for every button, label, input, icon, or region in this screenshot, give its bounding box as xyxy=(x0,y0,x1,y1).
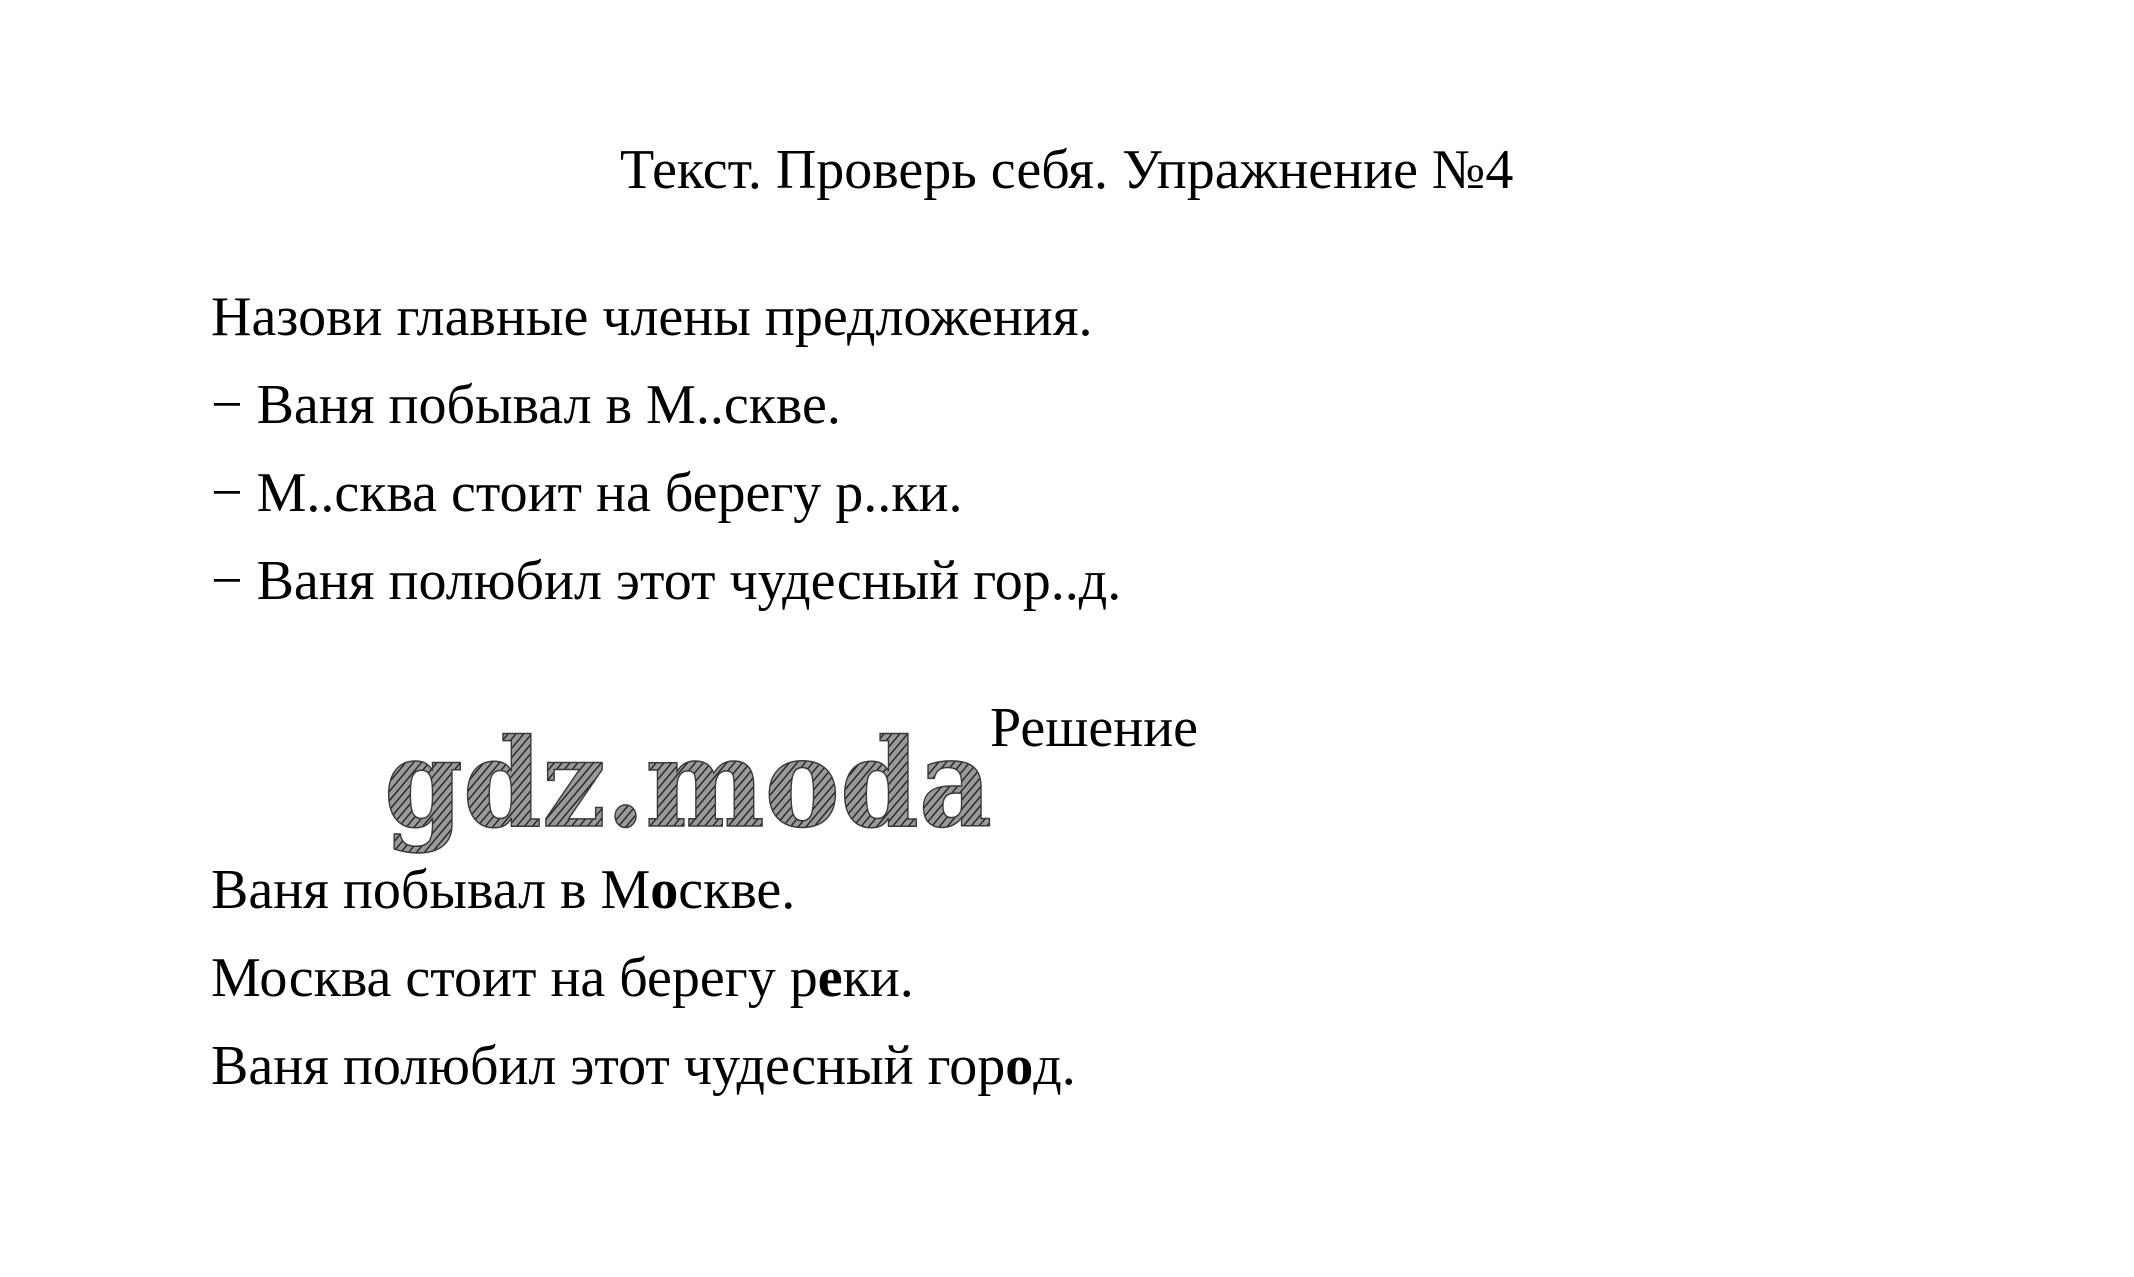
task-item: − М..сква стоит на берегу р..ки. xyxy=(211,462,963,524)
task-block xyxy=(211,273,1121,625)
highlighted-letter: о xyxy=(1005,1035,1034,1097)
answer-line: Москва стоит на берегу реки. xyxy=(211,947,914,1009)
task-item: − Ваня побывал в М..скве. xyxy=(211,374,841,436)
answers-block xyxy=(211,846,1076,1110)
answer-line: Ваня полюбил этот чудесный город. xyxy=(211,1035,1076,1097)
highlighted-letter: е xyxy=(817,947,843,1009)
watermark-logo xyxy=(380,708,1000,858)
watermark-text: gdz.moda xyxy=(384,711,992,855)
answer-line: Ваня побывал в Москве. xyxy=(211,859,796,921)
task-item: − Ваня полюбил этот чудесный гор..д. xyxy=(211,550,1122,612)
task-prompt: Назови главные члены предложения. xyxy=(211,286,1093,348)
highlighted-letter: о xyxy=(650,859,679,921)
page-title: Текст. Проверь себя. Упражнение №4 xyxy=(620,139,1514,201)
solution-heading: Решение xyxy=(990,697,1199,759)
